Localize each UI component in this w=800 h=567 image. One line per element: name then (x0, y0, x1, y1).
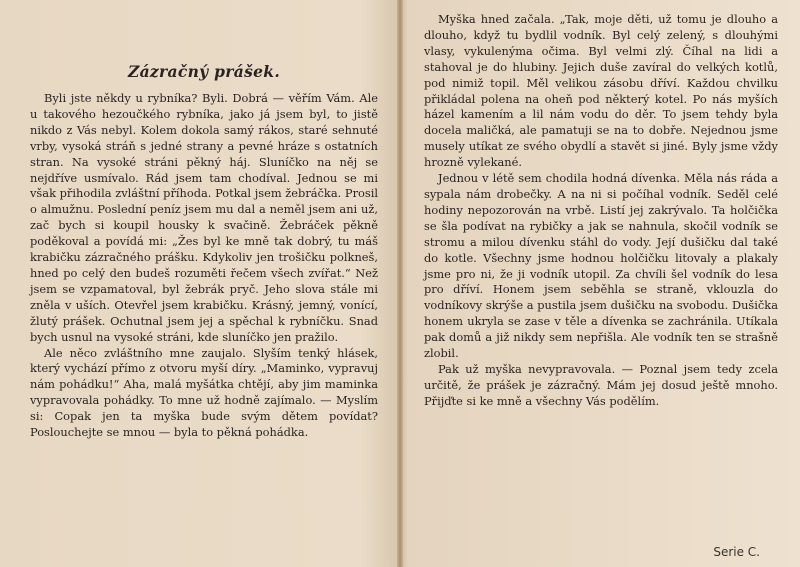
series-label: Serie C. (713, 545, 760, 559)
right-paragraph-2: Jednou v létě sem chodila hodná dívenka. Měla nás ráda a sypala nám drobečky. A na ni si počíhal vodník. Seděl celé hodiny nepozorován na vrbě. Listí jej zakrývalo. Ta holčička se šla podívat na rybičky a jak se nahnula, skočil vodník se stromu a milou dívenku stáhl do vody. Její dušičku dal také do kotle. Všechny jsme hodnou holčičku litovaly a plakaly jsme pro ni, že ji vodník utopil. Za chvíli šel vodník do lesa pro dříví. Honem jsem seběhla se straně, vklouzla do vodníkovy skrýše a pustila jsem dušičku na svobodu. Dušička honem ukryla se zase v těle a dívenka se zachránila. Utíkala pak domů a již nikdy sem nepřišla. Ale vodník ten se strašně zlobil. (424, 171, 778, 361)
left-page (0, 0, 398, 567)
story-title: Zázračný prášek. (127, 62, 281, 81)
right-paragraph-3: Pak už myška nevypravovala. — Poznal jsem tedy zcela určitě, že prášek je zázračný. Mám jej dosud ještě mnoho. Přijďte si ke mně a všechny Vás podělím. (424, 361, 778, 408)
left-paragraph-1: Byli jste někdy u rybníka? Byli. Dobrá — věřím Vám. Ale u takového hezoučkého rybníka, jako já jsem byl, to jistě nikdo z Vás nebyl. Kolem dokola samý rákos, staré sehnuté vrby, vysoká stráň s jedné strany a pevné hráze s ostatních stran. Na vysoké stráni pěkný háj. Sluníčko na něj se nejdříve usmívalo. Rád jsem tam chodíval. Jednou se mi však přihodila zvláštní příhoda. Potkal jsem žebráčka. Prosil o almužnu. Poslední peníz jsem mu dal a neměl jsem ani už, zač bych si koupil housky k svačině. Žebráček pěkně poděkoval a povídá mi: „Žes byl ke mně tak dobrý, tu máš krabičku zázračného prášku. Kdykoliv jen trošičku polkneš, hned po celý den budeš rozuměti řečem všech zvířat.“ Než jsem se vzpamatoval, byl žebrák pryč. Jeho slova stále mi zněla v uších. Otevřel jsem krabičku. Krásný, jemný, vonící, žlutý prášek. Ochutnal jsem jej a spěchal k rybníčku. Snad bych usnul na vysoké stráni, kde sluníčko jen pražilo. (30, 91, 378, 344)
left-paragraph-2: Ale něco zvláštního mne zaujalo. Slyším tenký hlásek, který vychází přímo z otvoru myší díry. „Maminko, vypravuj nám pohádku!“ Aha, malá myšátka chtějí, aby jim maminka vypravovala pohádky. To mne už hodně zajímalo. — Myslím si: Copak jen ta myška bude svým dětem povídat? Poslouchejte se mnou — byla to pěkná pohádka. (30, 345, 378, 440)
right-page (402, 0, 800, 567)
right-paragraph-1: Myška hned začala. „Tak, moje děti, už tomu je dlouho a dlouho, když tu bydlil vodník. Byl celý zelený, s dlouhými vlasy, vykulenýma očima. Byl velmi zlý. Číhal na lidi a stahoval je do hlubiny. Jejich duše zavíral do velkých kotlů, pod nimiž topil. Měl velikou zásobu dříví. Každou chvilku přikládal polena na oheň pod některý kotel. Po nás myších házel kamením a lil nám vodu do děr. To jsem tehdy byla docela maličká, ale pamatuji se na to dobře. Nejednou jsme musely utíkat ze svého obydlí a stavět si jiné. Byly jsme vždy hrozně vylekané. (424, 12, 778, 170)
